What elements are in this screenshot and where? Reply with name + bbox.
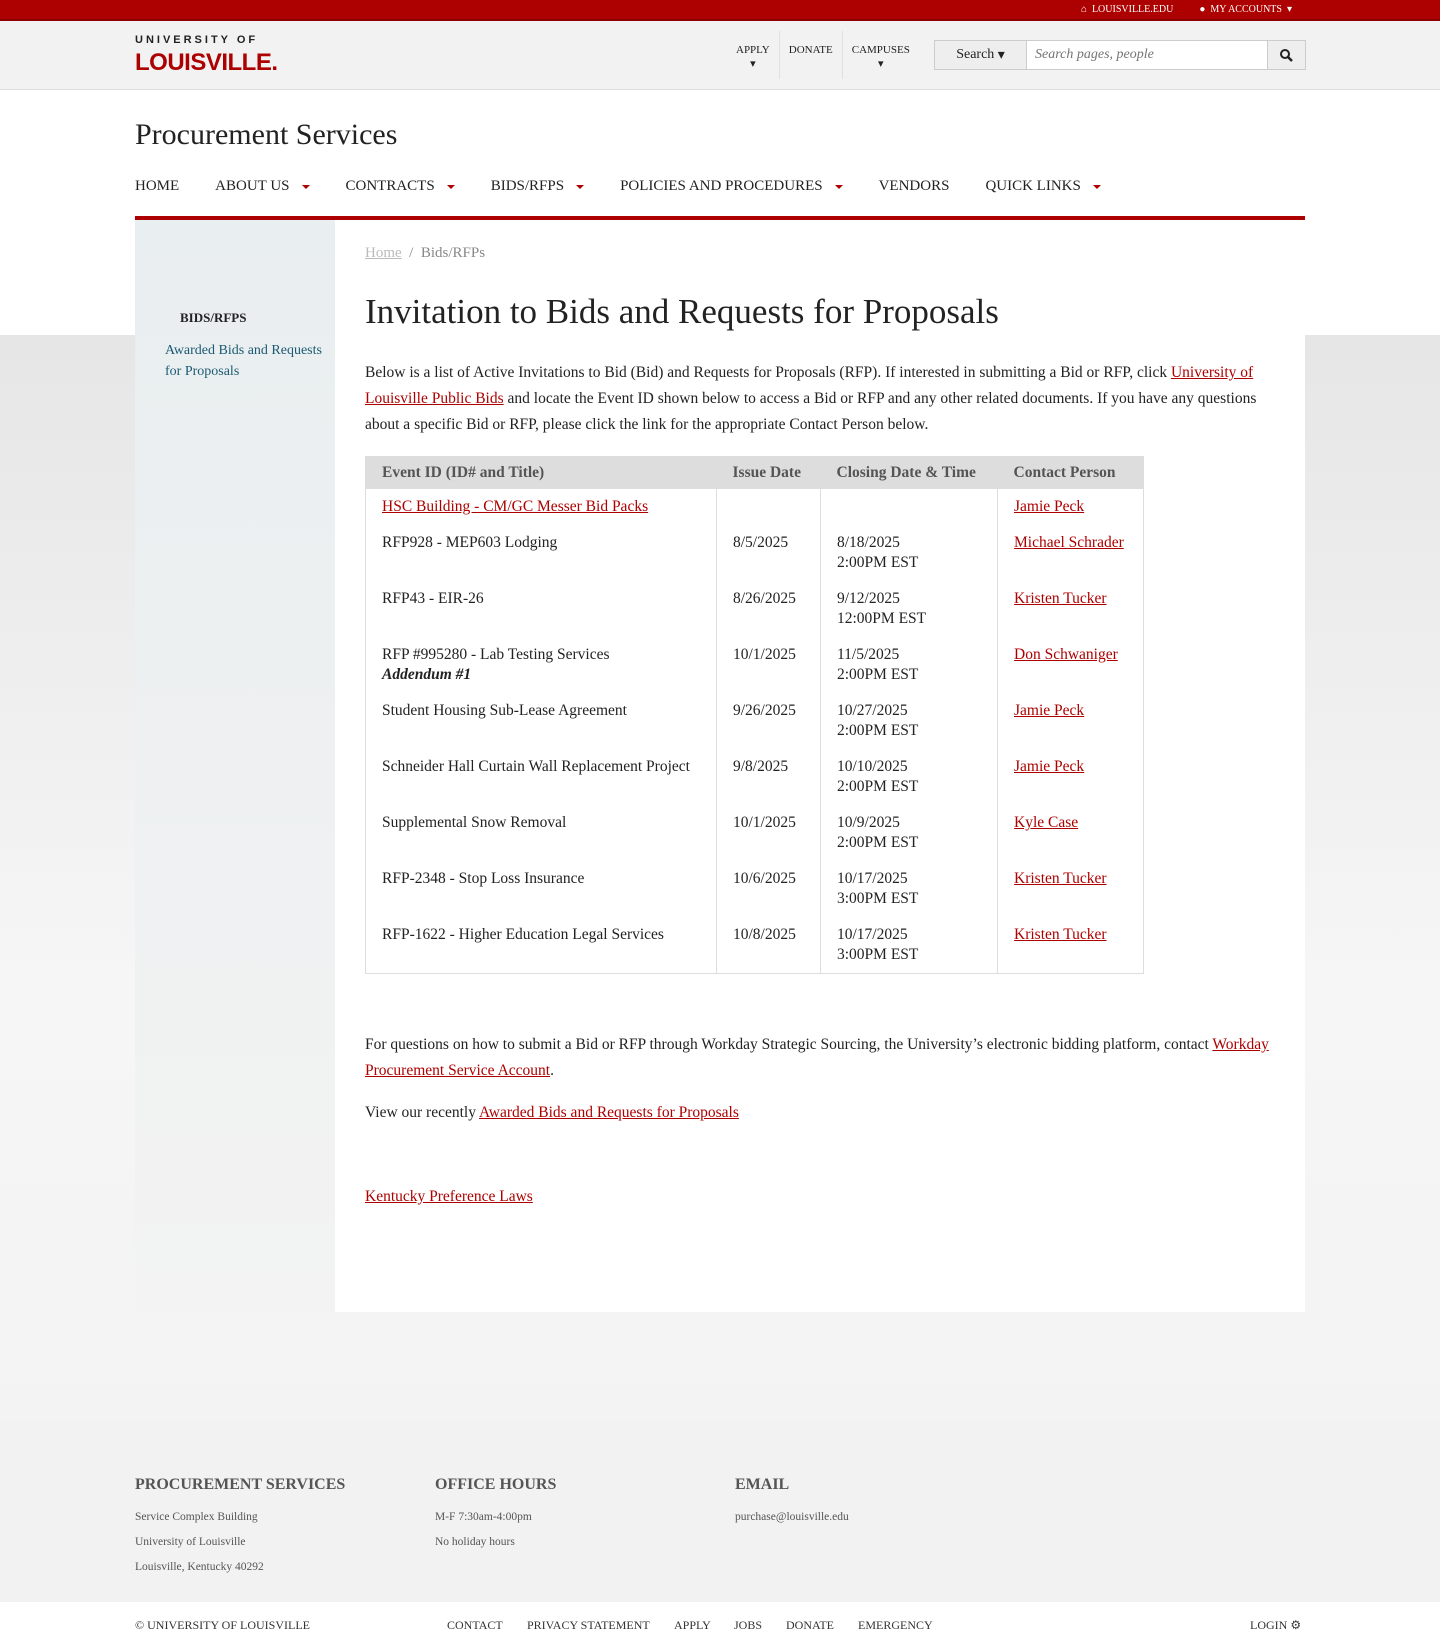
university-logo[interactable]: UNIVERSITY OF LOUISVILLE. [135,34,278,76]
sidebar [135,220,335,1312]
home-icon: ⌂ [1080,4,1087,15]
col-issue: Issue Date [717,457,821,490]
nav-contracts[interactable]: CONTRACTS [346,178,455,216]
page-title: Invitation to Bids and Requests for Proposals [365,292,999,331]
table-row [366,637,1144,693]
caret-down-icon [447,185,455,189]
contact-link[interactable]: Kristen Tucker [1014,870,1107,887]
caret-down-icon [576,185,584,189]
search-scope-dropdown[interactable]: Search ▾ [935,41,1027,69]
louisville-edu-link[interactable]: ⌂ LOUISVILLE.EDU [1080,4,1174,15]
table-row [366,489,1144,525]
issue-date: 10/1/2025 [717,805,821,861]
intro-text: Below is a list of Active Invitations to Bid (Bid) and Requests for Proposals (RFP). If interested in submitting a Bid or RFP, click University of Louisville Public Bids and locate the Event ID shown below to access a Bid or RFP and any other related documents. If you have any questions about a specific Bid or RFP, please click the link for the appropriate Contact Person below. [365,364,1257,433]
nav-home[interactable]: HOME [135,178,180,194]
contact-link[interactable]: Michael Schrader [1014,534,1124,551]
footer-apply[interactable]: APPLY [674,1618,711,1632]
contact-link[interactable]: Jamie Peck [1014,702,1085,719]
public-bids-link[interactable]: University of Louisville Public Bids [365,364,1254,407]
login-link[interactable]: LOGIN ⚙ [1250,1618,1302,1632]
footer-emergency[interactable]: EMERGENCY [858,1618,933,1632]
table-row [366,749,1144,805]
bids-table [365,456,1144,974]
contact-link[interactable]: Jamie Peck [1014,758,1085,775]
issue-date: 10/6/2025 [717,861,821,917]
col-event: Event ID (ID# and Title) [366,457,717,490]
closing-date [821,489,998,525]
utility-bar [0,0,1440,21]
my-accounts-menu[interactable]: ● MY ACCOUNTS ▾ [1199,4,1292,15]
sidebar-heading: BIDS/RFPS [180,310,247,325]
footer-info [0,1422,1440,1602]
footer-contact[interactable]: CONTACT [447,1618,503,1632]
breadcrumb-home[interactable]: Home [365,245,402,261]
table-row [366,917,1144,974]
closing-date: 10/10/2025 2:00PM EST [821,749,998,805]
questions-text: For questions on how to submit a Bid or RFP through Workday Strategic Sourcing, the University’s electronic bidding platform, contact Workday Procurement Service Account. [365,1036,1269,1079]
col-contact: Contact Person [998,457,1144,490]
gear-icon: ⚙ [1290,1618,1302,1632]
footer-bar [0,1602,1440,1647]
contact-link[interactable]: Kristen Tucker [1014,926,1107,943]
nav-policies[interactable]: POLICIES AND PROCEDURES [620,178,843,216]
issue-date: 9/26/2025 [717,693,821,749]
site-title[interactable]: Procurement Services [135,118,398,151]
footer-procurement: PROCUREMENT SERVICES Service Complex Building University of Louisville Louisville, Kentucky 40292 [135,1476,346,1573]
closing-date: 11/5/2025 2:00PM EST [821,637,998,693]
search-bar [934,40,1306,70]
caret-down-icon [835,185,843,189]
event-title: Supplemental Snow Removal [382,814,567,831]
event-title: RFP928 - MEP603 Lodging [382,534,558,551]
footer-privacy[interactable]: PRIVACY STATEMENT [527,1618,650,1632]
table-row [366,861,1144,917]
campuses-menu[interactable]: CAMPUSES ▾ [851,44,910,70]
nav-quick-links[interactable]: QUICK LINKS [985,178,1100,216]
event-title: Student Housing Sub-Lease Agreement [382,702,627,719]
user-icon: ● [1199,4,1206,15]
contact-link[interactable]: Jamie Peck [1014,498,1085,515]
awarded-link[interactable]: Awarded Bids and Requests for Proposals [479,1104,739,1121]
main-nav [135,178,1305,220]
addendum-note: Addendum #1 [382,666,472,683]
table-row [366,525,1144,581]
footer-hours: OFFICE HOURS M-F 7:30am-4:00pm No holiday hours [435,1476,557,1548]
footer-jobs[interactable]: JOBS [734,1618,763,1632]
issue-date: 10/1/2025 [717,637,821,693]
issue-date: 10/8/2025 [717,917,821,974]
awarded-text: View our recently Awarded Bids and Requests for Proposals [365,1104,739,1121]
closing-date: 10/17/2025 3:00PM EST [821,861,998,917]
copyright: © UNIVERSITY OF LOUISVILLE [135,1618,310,1632]
issue-date: 9/8/2025 [717,749,821,805]
footer-donate[interactable]: DONATE [786,1618,834,1632]
closing-date: 10/27/2025 2:00PM EST [821,693,998,749]
apply-menu[interactable]: APPLY ▾ [727,31,780,79]
contact-link[interactable]: Kyle Case [1014,814,1079,831]
issue-date [717,489,821,525]
table-row [366,581,1144,637]
caret-down-icon [1093,185,1101,189]
email-link[interactable]: purchase@louisville.edu [735,1511,849,1523]
caret-down-icon [302,185,310,189]
closing-date: 9/12/2025 12:00PM EST [821,581,998,637]
search-button[interactable] [1267,41,1305,69]
search-input[interactable] [1027,41,1267,69]
event-title: RFP-2348 - Stop Loss Insurance [382,870,585,887]
breadcrumb: Home / Bids/RFPs [365,245,486,261]
table-row [366,805,1144,861]
search-icon [1280,49,1293,62]
sidebar-link-awarded[interactable]: Awarded Bids and Requests for Proposals [165,343,322,379]
closing-date: 10/17/2025 3:00PM EST [821,917,998,974]
nav-vendors[interactable]: VENDORS [878,178,950,194]
closing-date: 10/9/2025 2:00PM EST [821,805,998,861]
main-content [335,220,1305,1312]
workday-link[interactable]: Workday Procurement Service Account [365,1036,1269,1079]
event-title: Schneider Hall Curtain Wall Replacement Project [382,758,690,775]
contact-link[interactable]: Kristen Tucker [1014,590,1107,607]
event-title: RFP #995280 - Lab Testing Services [382,646,610,663]
footer-email: EMAIL purchase@louisville.edu [735,1472,849,1530]
nav-about-us[interactable]: ABOUT US [215,178,309,216]
closing-date: 8/18/2025 2:00PM EST [821,525,998,581]
table-row [366,693,1144,749]
col-closing: Closing Date & Time [821,457,998,490]
issue-date: 8/26/2025 [717,581,821,637]
event-title: RFP43 - EIR-26 [382,590,484,607]
nav-bids-rfps[interactable]: BIDS/RFPS [491,178,584,216]
donate-link[interactable]: DONATE [780,31,843,79]
event-title: RFP-1622 - Higher Education Legal Services [382,926,664,943]
site-header [0,21,1440,90]
event-link[interactable]: HSC Building - CM/GC Messer Bid Packs [382,498,649,515]
contact-link[interactable]: Don Schwaniger [1014,646,1118,663]
kentucky-preference-link[interactable]: Kentucky Preference Laws [365,1188,533,1205]
issue-date: 8/5/2025 [717,525,821,581]
